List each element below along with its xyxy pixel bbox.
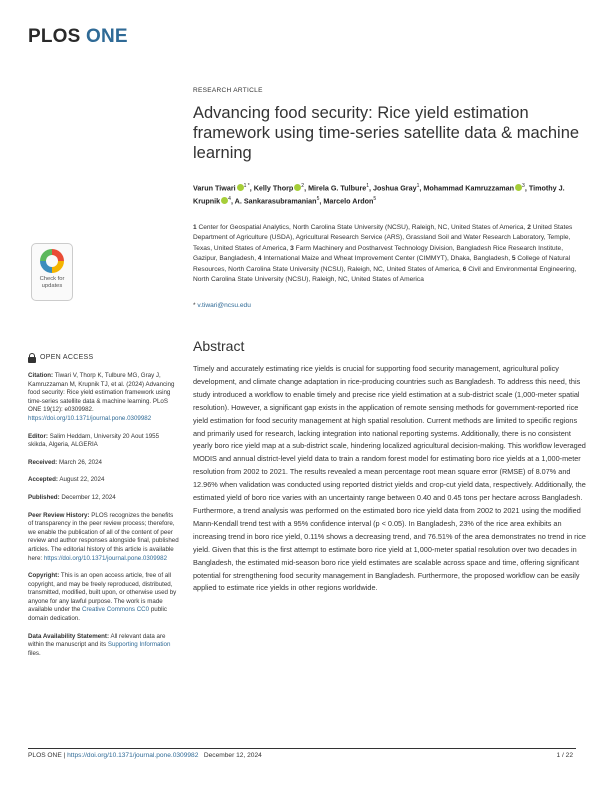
citation-label: Citation:	[28, 372, 54, 379]
data-availability-block	[28, 633, 180, 659]
accepted-label: Accepted:	[28, 476, 58, 484]
footer-citation	[28, 752, 262, 759]
author-name[interactable]: Varun Tiwari	[193, 183, 236, 193]
affiliation-number: 1	[193, 224, 199, 231]
author-affiliation-marker: 4	[228, 195, 231, 202]
affiliation-text: International Maize and Wheat Improvement Center (CIMMYT), Dhaka, Bangladesh,	[263, 255, 512, 263]
accepted-block	[28, 476, 180, 485]
citation-doi-link[interactable]: https://doi.org/10.1371/journal.pone.0309982	[28, 414, 152, 422]
orcid-icon[interactable]	[515, 184, 522, 191]
author-name[interactable]: Marcelo Ardon	[323, 196, 374, 206]
affiliation-text: College of Natural Resources, North Carolina State University (NCSU), Raleigh, NC, United States of America,	[193, 255, 571, 273]
author-affiliation-marker: 3	[522, 183, 525, 189]
author-affiliation-marker: 5	[316, 195, 320, 202]
affiliation-number: 3	[290, 244, 296, 252]
published-block	[28, 494, 180, 503]
accepted-date: August 22, 2024	[59, 476, 105, 484]
copyright-tail: public domain dedication.	[28, 606, 167, 623]
abstract-heading: Abstract	[193, 338, 245, 354]
copyright-label: Copyright:	[28, 572, 60, 580]
open-lock-icon	[28, 353, 36, 363]
affiliation-number: 6	[462, 265, 469, 273]
footer-separator: |	[63, 752, 66, 759]
author-affiliation-marker: 1	[366, 183, 370, 189]
affiliation-text: United States Department of Agriculture (USDA), Agricultural Research Service (ARS), Grassland Soil and Water Research Laboratory, Temple, Texas, United States of America,	[193, 224, 573, 252]
received-label: Received:	[28, 458, 58, 466]
editor-label: Editor:	[28, 432, 48, 440]
author-list: Varun Tiwari $^{1 *}$, Kelly Thorp $^2$, Mirela G. Tulbure$^1$, Joshua Gray$^1$, Mohammad Kamruzzaman $^3$, Timothy J. Krupnik $^4$, A. Sankarasubramanian$^5$, Marcelo Ardon$^5$	[193, 183, 565, 206]
footer-doi-link[interactable]: https://doi.org/10.1371/journal.pone.0309982	[67, 752, 199, 759]
check-updates-line2: updates	[41, 283, 63, 289]
author-name[interactable]: Mirela G. Tulbure	[308, 183, 367, 193]
cc0-link[interactable]: Creative Commons CC0	[82, 606, 150, 614]
open-access-label	[28, 353, 180, 363]
footer-date: December 12, 2024	[203, 752, 262, 759]
article-info-sidebar	[28, 353, 180, 667]
citation-block	[28, 372, 180, 424]
author-name[interactable]: Joshua Gray	[373, 183, 417, 193]
logo-plos: PLOS	[28, 26, 81, 47]
editor-text: Salim Heddam, University 20 Aout 1955 skikda, Algeria, ALGERIA	[28, 432, 160, 449]
logo-one: ONE	[86, 26, 128, 47]
published-date: December 12, 2024	[61, 493, 116, 501]
published-label: Published:	[28, 493, 60, 501]
crossmark-icon	[40, 249, 64, 273]
editor-block	[28, 433, 180, 450]
received-block	[28, 459, 180, 468]
affiliation-text: Center for Geospatial Analytics, North Carolina State University (NCSU), Raleigh, NC, United States of America,	[198, 224, 528, 231]
page-number: 1 / 22	[556, 752, 573, 759]
citation-text: Tiwari V, Thorp K, Tulbure MG, Gray J, Kamruzzaman M, Krupnik TJ, et al. (2024) Advancing food security: Rice yield estimation framework using time-series satellite data & machine learning. PLoS ONE 19(12): e0309982.	[28, 372, 175, 414]
data-availability-tail: files.	[28, 649, 41, 657]
author-affiliation-marker: 1	[416, 183, 420, 189]
data-availability-label: Data Availability Statement:	[28, 632, 110, 640]
received-date: March 26, 2024	[58, 458, 102, 466]
peer-review-label: Peer Review History:	[28, 511, 90, 519]
article-title: Advancing food security: Rice yield estimation framework using time-series satellite data & machine learning	[193, 104, 580, 162]
copyright-block	[28, 572, 180, 624]
peer-review-text: PLOS recognizes the benefits of transparency in the peer review process; therefore, we enable the publication of all of the content of peer review and author responses alongside final, published articles. The editorial history of this article is available here:	[28, 511, 179, 562]
supporting-info-link[interactable]: Supporting Information	[107, 641, 171, 649]
affiliation-list	[193, 223, 588, 285]
author-name[interactable]: Kelly Thorp	[253, 183, 294, 193]
footer-divider	[28, 748, 576, 749]
affiliation-number: 5	[511, 255, 518, 263]
author-name[interactable]: Mohammad Kamruzzaman	[423, 183, 515, 193]
affiliation-text: Farm Machinery and Postharvest Technology Division, Bangladesh Rice Research Institute, Gazipur, Bangladesh,	[193, 244, 564, 263]
author-name[interactable]: Timothy J. Krupnik	[193, 183, 565, 206]
author-affiliation-marker: 5	[373, 195, 377, 202]
peer-review-block	[28, 512, 180, 564]
author-affiliation-marker: 2	[301, 183, 305, 189]
check-for-updates-button[interactable]	[31, 243, 73, 301]
article-type: RESEARCH ARTICLE	[193, 87, 263, 94]
open-access-text: OPEN ACCESS	[40, 353, 94, 361]
email-link[interactable]: v.tiwari@ncsu.edu	[197, 302, 251, 309]
data-availability-text: All relevant data are within the manuscript and its	[28, 632, 166, 649]
affiliation-text: Civil and Environmental Engineering, North Carolina State University (NCSU), Raleigh, NC, United States of America	[193, 265, 577, 284]
author-name[interactable]: A. Sankarasubramanian	[234, 196, 317, 206]
copyright-text: This is an open access article, free of all copyright, and may be freely reproduced, distributed, transmitted, modified, built upon, or otherwise used by anyone for any lawful purpose. The work is made available under the	[28, 572, 177, 614]
corresponding-email: * v.tiwari@ncsu.edu	[193, 302, 251, 309]
journal-logo	[28, 26, 128, 48]
abstract-text: Timely and accurately estimating rice yields is crucial for supporting food security management, agricultural policy development, and climate change adaptation in rice-producing countries such as Bangladesh. To address this need, this study introduced a workflow to enable timely and precise rice yield estimation at a sub-district scale (1,000-meter spatial resolution). However, a significant gap exists in the application of remote sensing methods for government-reported rice yield estimation for food security management at high spatial resolution. Current methods are limited to specific regions and primarily used for research, lacking integration into national reporting systems. Additionally, there is no consistent yearly boro rice yield map at a sub-district scale, hindering localized agricultural decision-making. This workflow leveraged MODIS and annual district-level yield data to train a random forest model for estimating boro rice yields at a 1,000-meter resolution from 2002 to 2021. The results revealed a mean percentage root mean square error (RMSE) of 8.07% and 12.96% when validation was conducted using reported district yields and crop-cut yield data, respectively. Additionally, the estimated yield of boro rice varies with an uncertainty range between 0.40 and 0.45 tons per hectare across Bangladesh. Furthermore, a trend analysis was performed on the estimated boro rice yield data from 2002 to 2021 using the modified Mann-Kendall trend test with a 95% confidence interval (p < 0.05). In Bangladesh, 23% of the rice area exhibits an increasing trend in boro rice yield, 0.11% shows a decreasing trend, and 76.51% of the area demonstrates no trend in rice yield. Given that this is the first attempt to estimate boro rice yield at 1,000-meter spatial resolution over two decades in Bangladesh, the estimated mid-season boro rice yield estimates are scalable across space and time, offering significant potential for strengthening food security management in Bangladesh. Furthermore, the proposed workflow can be easily applied to estimate rice yields in other regions worldwide.	[193, 364, 586, 593]
footer-journal: PLOS ONE	[28, 752, 62, 759]
peer-review-link[interactable]: https://doi.org/10.1371/journal.pone.0309982	[43, 554, 168, 562]
affiliation-number: 2	[527, 224, 533, 231]
orcid-icon[interactable]	[237, 184, 244, 191]
author-affiliation-marker: 1 *	[243, 183, 250, 189]
check-updates-line1: Check for	[39, 276, 65, 282]
affiliation-number: 4	[257, 255, 264, 263]
